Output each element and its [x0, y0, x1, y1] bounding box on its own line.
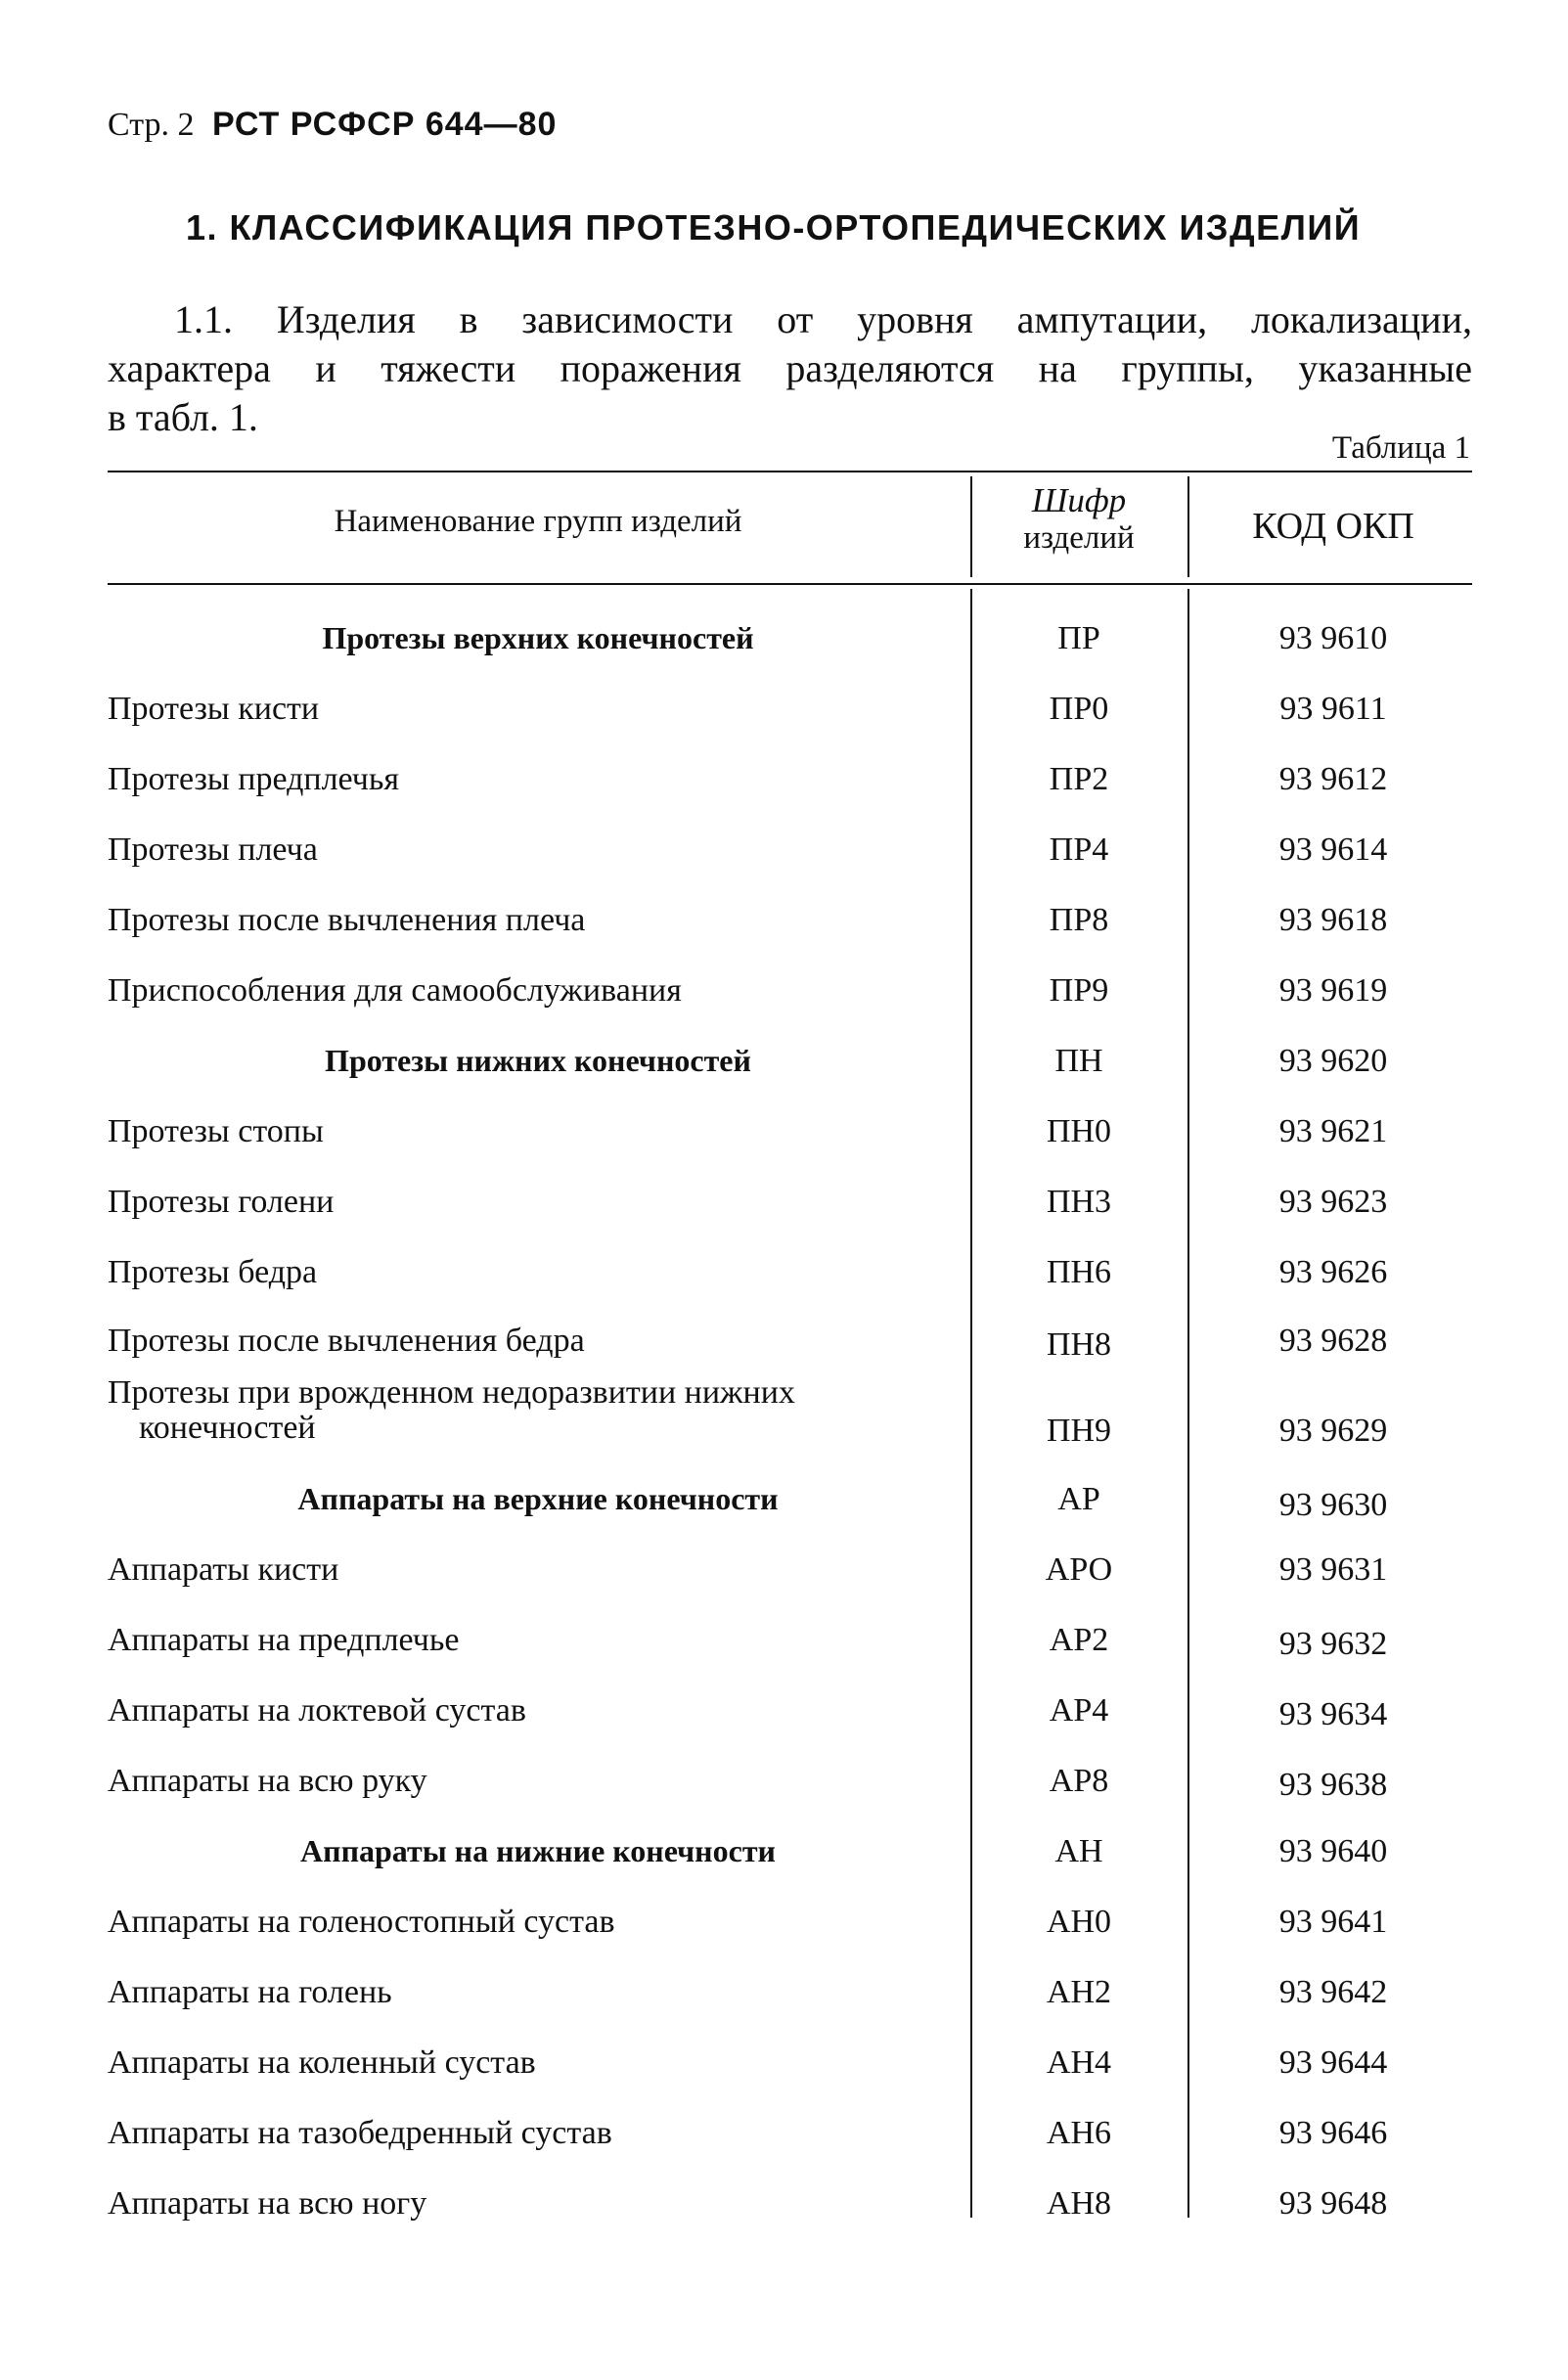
- row-okp: 93 9626: [1278, 1254, 1388, 1290]
- intro-paragraph: [108, 295, 1472, 442]
- row-name: Аппараты кисти: [108, 1551, 339, 1588]
- row-name-line-2: конечностей: [139, 1410, 316, 1446]
- row-name: Аппараты на всю руку: [108, 1763, 427, 1799]
- row-okp: 93 9629: [1278, 1413, 1388, 1449]
- row-code: ПН: [1054, 1043, 1103, 1079]
- row-name: Аппараты на локтевой сустав: [108, 1692, 526, 1729]
- standard-designation: РСТ РСФСР 644—80: [212, 106, 558, 143]
- row-name: Протезы предплечья: [108, 761, 400, 797]
- row-okp: 93 9640: [1278, 1833, 1388, 1869]
- row-code: АР4: [1049, 1692, 1109, 1729]
- row-code: АН4: [1046, 2044, 1112, 2081]
- row-name: Аппараты на тазобедренный сустав: [108, 2115, 612, 2151]
- header-name: Наименование групп изделий: [334, 504, 742, 539]
- row-code: ПР9: [1049, 972, 1109, 1009]
- row-code: АР8: [1049, 1763, 1109, 1799]
- row-okp: 93 9612: [1278, 761, 1388, 797]
- row-name: Аппараты на коленный сустав: [108, 2044, 536, 2081]
- row-okp: 93 9644: [1278, 2044, 1388, 2081]
- row-okp: 93 9641: [1278, 1904, 1388, 1940]
- row-okp: 93 9610: [1278, 620, 1388, 656]
- row-name: Протезы бедра: [108, 1254, 318, 1290]
- row-name: Протезы после вычленения плеча: [108, 902, 586, 938]
- row-code: ПН8: [1046, 1326, 1112, 1363]
- table-top-rule: [108, 471, 1472, 472]
- row-okp: 93 9634: [1278, 1696, 1388, 1732]
- row-name: Приспособления для самообслуживания: [108, 972, 682, 1009]
- row-okp: 93 9621: [1278, 1113, 1388, 1149]
- header-code: [972, 482, 1186, 557]
- row-code: ПН9: [1046, 1413, 1112, 1449]
- row-code: АР: [1057, 1481, 1100, 1517]
- row-code: АН6: [1046, 2115, 1112, 2151]
- body-column-divider-2: [1187, 589, 1189, 2218]
- row-code: АН0: [1046, 1904, 1112, 1940]
- row-okp: 93 9646: [1278, 2115, 1388, 2151]
- row-name: Аппараты на верхние конечности: [297, 1481, 779, 1516]
- row-name-line-1: Протезы при врожденном недоразвитии нижних: [108, 1374, 795, 1411]
- row-code: АР2: [1049, 1622, 1109, 1658]
- header-okp: КОД ОКП: [1252, 506, 1414, 547]
- row-code: ПН0: [1046, 1113, 1112, 1149]
- row-code: ПР8: [1049, 902, 1109, 938]
- row-code: ПН6: [1046, 1254, 1112, 1290]
- row-okp: 93 9631: [1278, 1551, 1388, 1588]
- row-code: ПР: [1057, 620, 1100, 656]
- row-okp: 93 9618: [1278, 902, 1388, 938]
- row-name: Протезы верхних конечностей: [322, 620, 754, 655]
- row-name: Протезы нижних конечностей: [325, 1043, 751, 1078]
- header-code-line-2: изделий: [1023, 520, 1135, 556]
- page-header: [108, 106, 557, 144]
- row-okp: 93 9630: [1278, 1487, 1388, 1523]
- table-header-rule: [108, 583, 1472, 585]
- table-label: Таблица 1: [1331, 430, 1470, 466]
- row-name: Протезы плеча: [108, 831, 318, 868]
- row-code: ПР0: [1049, 691, 1109, 727]
- row-name: [108, 1375, 959, 1446]
- intro-line-2: характера и тяжести поражения разделяются на группы, указанные: [108, 346, 1472, 390]
- row-name: Протезы голени: [108, 1184, 335, 1220]
- row-name: Аппараты на предплечье: [108, 1622, 460, 1658]
- row-okp: 93 9623: [1278, 1184, 1388, 1220]
- row-name: Аппараты на голеностопный сустав: [108, 1904, 615, 1940]
- row-name: Аппараты на нижние конечности: [300, 1833, 776, 1868]
- row-okp: 93 9619: [1278, 972, 1388, 1009]
- row-okp: 93 9620: [1278, 1043, 1388, 1079]
- section-title: 1. КЛАССИФИКАЦИЯ ПРОТЕЗНО-ОРТОПЕДИЧЕСКИХ ИЗДЕЛИЙ: [186, 207, 1362, 247]
- row-code: АН8: [1046, 2185, 1112, 2222]
- row-okp: 93 9638: [1278, 1767, 1388, 1803]
- intro-line-3: в табл. 1.: [108, 395, 258, 439]
- row-okp: 93 9611: [1279, 691, 1387, 727]
- row-name: Аппараты на голень: [108, 1974, 392, 2010]
- row-code: ПН3: [1046, 1184, 1112, 1220]
- row-name: Протезы стопы: [108, 1113, 324, 1149]
- row-name: Протезы кисти: [108, 691, 320, 727]
- row-code: АН2: [1046, 1974, 1112, 2010]
- intro-line-1: 1.1. Изделия в зависимости от уровня ампутации, локализации,: [174, 297, 1472, 341]
- header-code-line-1: Шифр: [1031, 481, 1127, 519]
- row-code: АРО: [1045, 1551, 1113, 1588]
- header-column-divider-2: [1187, 476, 1189, 577]
- row-okp: 93 9642: [1278, 1974, 1388, 2010]
- row-okp: 93 9648: [1278, 2185, 1388, 2222]
- row-code: АН: [1054, 1833, 1103, 1869]
- page-number: Стр. 2: [108, 107, 195, 143]
- row-okp: 93 9614: [1278, 831, 1388, 868]
- row-name: Аппараты на всю ногу: [108, 2185, 427, 2222]
- row-okp: 93 9632: [1278, 1626, 1388, 1662]
- row-okp: 93 9628: [1278, 1323, 1388, 1359]
- row-name: Протезы после вычленения бедра: [108, 1323, 585, 1359]
- row-code: ПР2: [1049, 761, 1109, 797]
- row-code: ПР4: [1049, 831, 1109, 868]
